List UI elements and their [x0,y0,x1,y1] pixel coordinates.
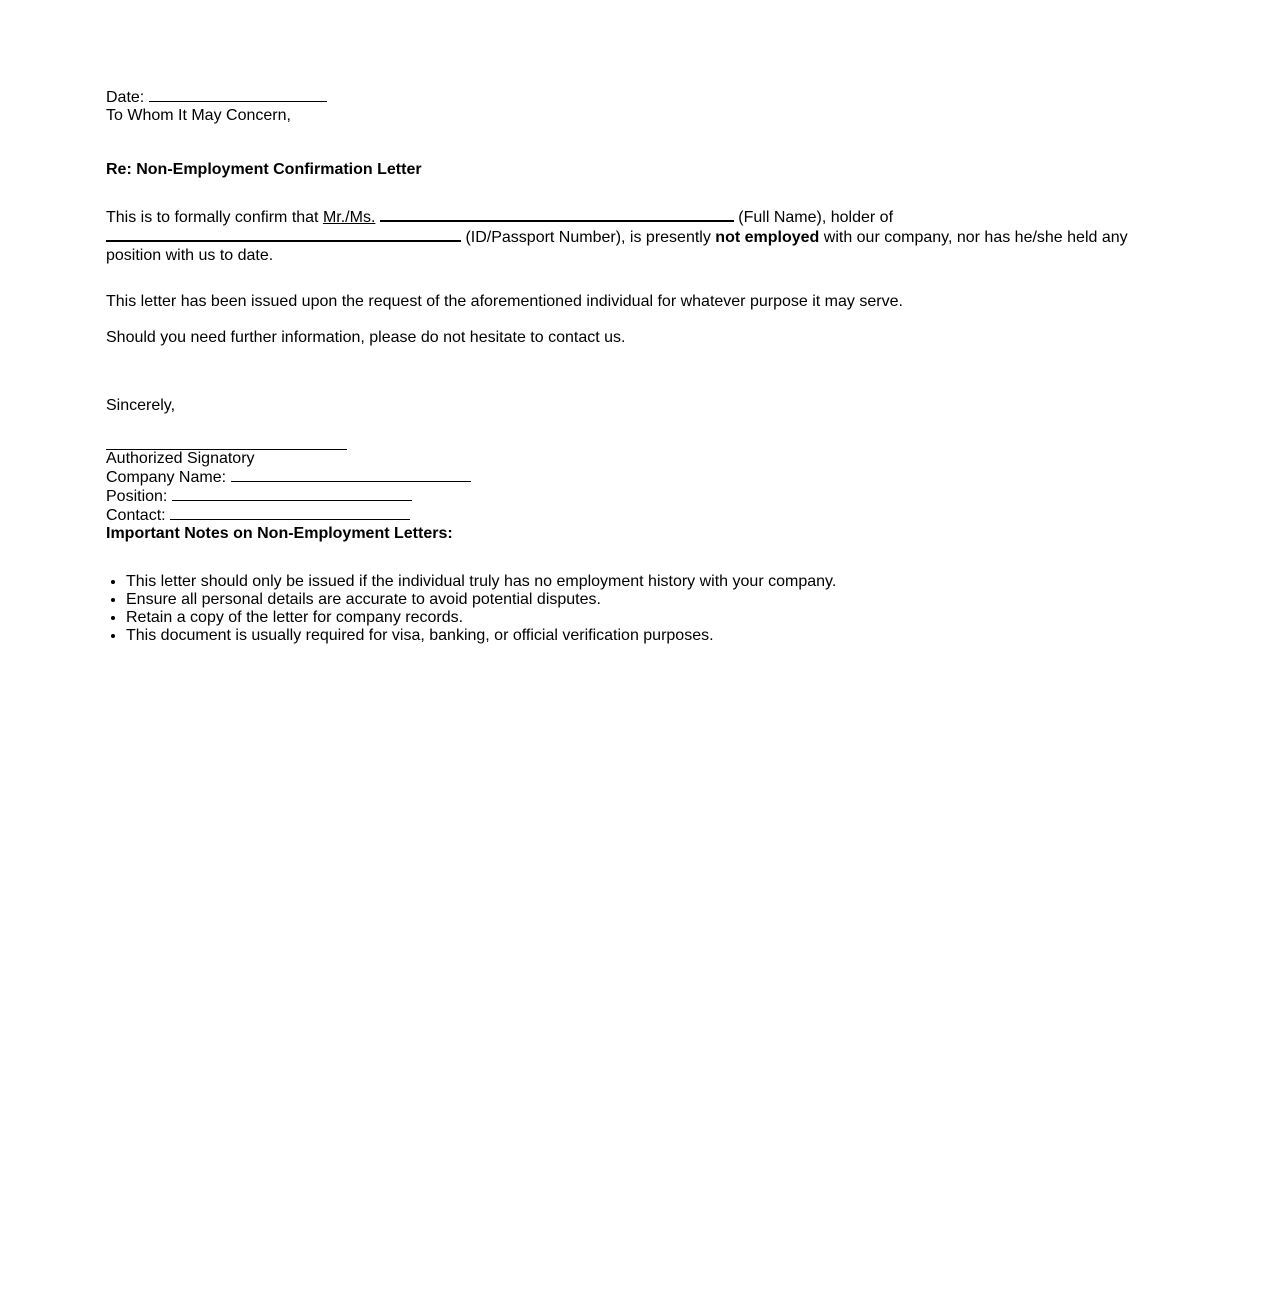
letter-document [106,88,1166,645]
company-name-blank [231,468,471,482]
para1-text-1: This is to formally confirm that [106,209,323,226]
date-line [106,88,1166,107]
notes-heading: Important Notes on Non-Employment Letters: [106,525,453,542]
signature-line [106,437,347,450]
contact-label: Contact: [106,507,166,524]
position-label: Position: [106,488,168,505]
title-mr-ms: Mr./Ms. [322,209,376,226]
position-line [106,487,1166,506]
salutation: To Whom It May Concern, [106,107,291,124]
closing: Sincerely, [106,397,176,414]
para1-text-4: with our company, nor has he/she held any position with us to date. [106,229,1128,264]
para1-text-3: (ID/Passport Number), is presently [461,229,716,246]
full-name-blank [380,207,734,222]
contact-blank [170,506,410,520]
not-employed-emphasis: not employed [715,229,820,246]
position-blank [172,487,412,501]
list-item: • Retain a copy of the letter for company records. [126,609,1166,627]
date-blank [149,88,327,102]
list-item: • Ensure all personal details are accurate to avoid potential disputes. [126,591,1166,609]
list-item: • This letter should only be issued if the individual truly has no employment history with your company. [126,573,1166,591]
id-number-blank [106,227,461,242]
signatory-label: Authorized Signatory [106,450,255,467]
contact-paragraph: Should you need further information, please do not hesitate to contact us. [106,329,626,346]
notes-list [106,573,1166,645]
subject-line: Re: Non-Employment Confirmation Letter [106,161,422,178]
date-label: Date: [106,89,145,106]
request-paragraph: This letter has been issued upon the request of the aforementioned individual for whatever purpose it may serve. [106,293,903,310]
list-item: • This document is usually required for visa, banking, or official verification purposes. [126,627,1166,645]
para1-text-2: (Full Name), holder of [733,209,894,226]
contact-line [106,506,1166,525]
company-name-label: Company Name: [106,469,227,486]
confirmation-paragraph [106,207,1166,265]
company-name-line [106,468,1166,487]
